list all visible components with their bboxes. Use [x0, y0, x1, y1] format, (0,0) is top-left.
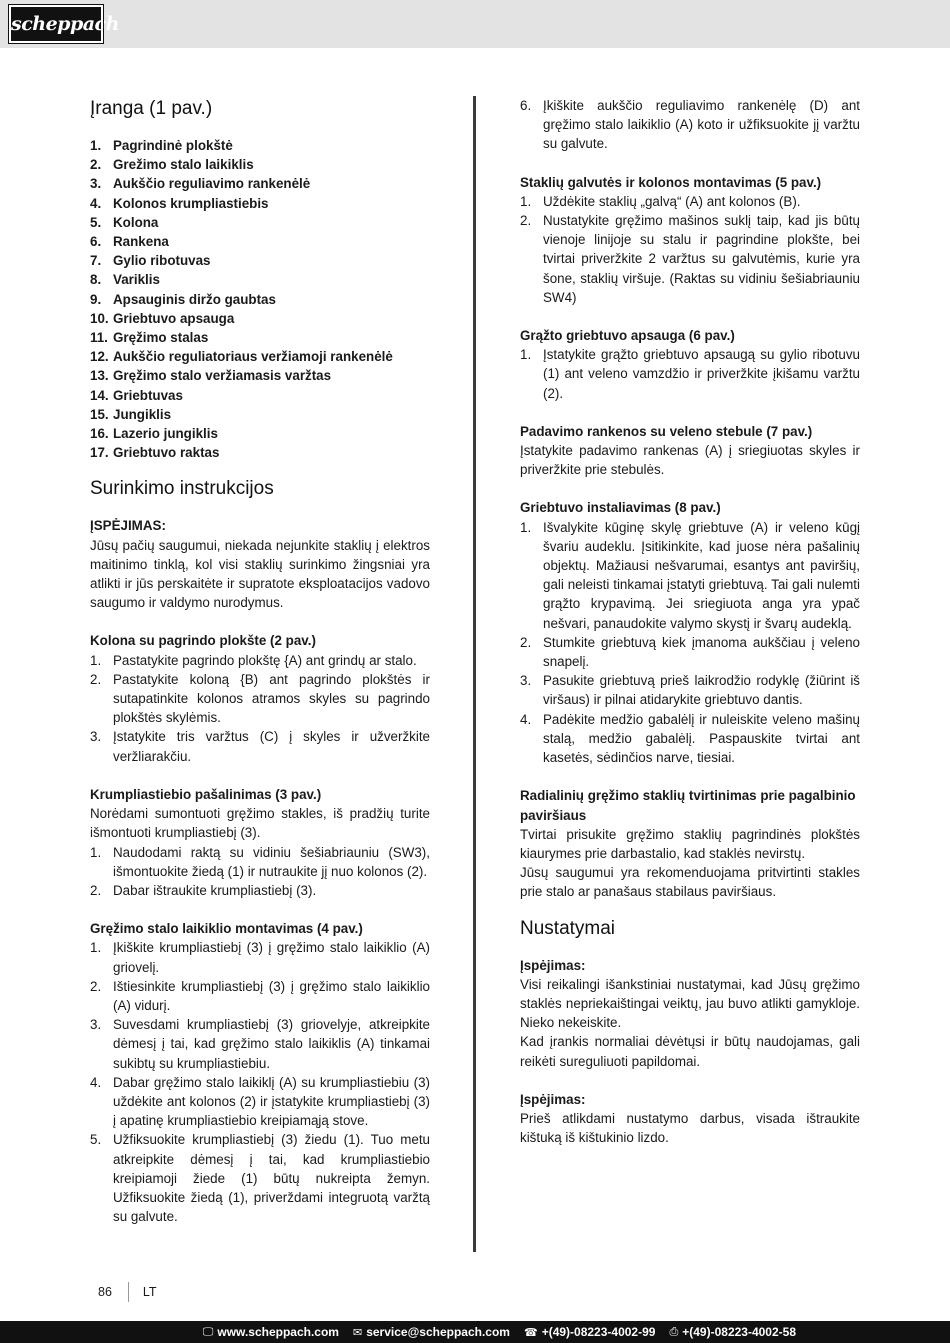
paragraph: Tvirtai prisukite gręžimo staklių pagrindinės plokštės kiaurymes prie darbastalio, kad staklės nevirstų. [520, 826, 860, 861]
parts-list [90, 136, 430, 462]
paragraph: Kad įrankis normaliai dėvėtųsi ir būtų naudojamas, gali reikėti sureguliuoti papildomai. [520, 1034, 860, 1069]
step-item [90, 670, 430, 728]
steps-list [520, 96, 860, 154]
paragraph: Norėdami sumontuoti gręžimo stakles, iš pradžių turite išmontuoti krumpliastiebį (3). [90, 806, 430, 841]
subsection-heading: Gręžimo stalo laikiklio montavimas (4 pav.) [90, 921, 363, 937]
website-link[interactable]: www.scheppach.com [217, 1325, 339, 1339]
part-item [90, 270, 430, 289]
part-number: 4. [90, 195, 102, 211]
part-number: 11. [90, 330, 108, 346]
step-item [520, 345, 860, 403]
step-text: Dabar ištraukite krumpliastiebį (3). [113, 882, 317, 898]
step-text: Dabar gręžimo stalo laikiklį (A) su krumpliastiebiu (3) uždėkite ant kolonos (2) ir įstatykite krumpliastiebį (3) į apatinę krumpliastiebio kreipiamąją stove. [113, 1074, 430, 1129]
steps-list [90, 651, 430, 766]
step-text: Įkiškite krumpliastiebį (3) į gręžimo stalo laikiklio (A) griovelį. [113, 940, 430, 975]
part-label: Griebtuvo raktas [113, 445, 220, 461]
paragraph: Prieš atlikdami nustatymo darbus, visada ištraukite kištuką iš kištukinio lizdo. [520, 1110, 860, 1146]
step-number: 2. [90, 978, 102, 994]
step-item [90, 881, 430, 900]
step-item [520, 633, 860, 671]
email-item[interactable] [353, 1325, 510, 1339]
page-number: 86 [98, 1285, 112, 1299]
step-number: 1. [90, 844, 102, 860]
website-item[interactable] [203, 1325, 339, 1339]
subsection-heading: Kolona su pagrindo plokšte (2 pav.) [90, 633, 316, 649]
part-item [90, 251, 430, 270]
contact-bar [0, 1321, 950, 1343]
language-code: LT [142, 1285, 157, 1299]
part-item [90, 405, 430, 424]
fax-icon: ⎙ [669, 1325, 679, 1338]
step-number: 1. [520, 193, 532, 209]
part-item [90, 213, 430, 232]
section-title-assembly: Surinkimo instrukcijos [90, 478, 274, 500]
steps-list [90, 843, 430, 901]
warning-heading: Įspėjimas: [520, 1091, 586, 1107]
part-label: Apsauginis diržo gaubtas [113, 291, 276, 307]
header-bar [0, 0, 950, 48]
part-number: 5. [90, 214, 102, 230]
part-number: 7. [90, 253, 102, 269]
part-number: 2. [90, 157, 102, 173]
step-item [90, 977, 430, 1015]
step-text: Naudodami raktą su vidiniu šešiabriauniu (SW3), išmontuokite žiedą (1) ir nutraukite jį nuo kolonos (2). [113, 844, 430, 879]
part-item [90, 328, 430, 347]
step-text: Padėkite medžio gabalėlį ir nuleiskite veleno mašinų stalą, medžio gabalėlį. Paspauskite tvirtai ant kasetės, sėdinčios narve, tiesiai. [543, 711, 860, 766]
fax-item [669, 1325, 796, 1339]
part-number: 12. [90, 349, 109, 365]
part-label: Gylio ribotuvas [113, 253, 211, 269]
step-text: Pastatykite pagrindo plokštę {A) ant grindų ar stalo. [113, 652, 417, 668]
steps-list [90, 938, 430, 1226]
step-number: 2. [90, 671, 102, 687]
part-number: 14. [90, 387, 109, 403]
step-number: 4. [520, 711, 532, 727]
step-number: 4. [90, 1074, 102, 1090]
step-text: Išvalykite kūginę skylę griebtuve (A) ir veleno kūgį švariu audeklu. Įsitikinkite, kad juose nėra pašalinių objektų. Mažiausi nešvarumai, esantys ant paviršių, gali neleisti tinkamai įstatyti griebtuvą. Tai gali nulemti grąžto krypavimą. Jei sriegiuota anga yra ypač nešvari, panaudokite valymo skystį ir švarų audeklą. [543, 519, 860, 631]
step-item [90, 843, 430, 881]
step-text: Užfiksuokite krumpliastiebį (3) žiedu (1). Tuo metu atkreipkite dėmesį į tai, kad krumpliastiebio kreipiamoji žiede (1) būtų nukreipta žemyn. Užfiksuokite žiedą (1), priverždami integruotą varžtą su galvute. [113, 1132, 430, 1225]
part-item [90, 309, 430, 328]
footer-separator [128, 1282, 129, 1302]
part-item [90, 386, 430, 405]
step-item [90, 1130, 430, 1226]
part-label: Griebtuvo apsauga [113, 310, 235, 326]
subsection-heading: Padavimo rankenos su veleno stebule (7 pav.) [520, 423, 813, 439]
part-number: 16. [90, 426, 109, 442]
left-column [90, 96, 430, 1226]
step-text: Suvesdami krumpliastiebį (3) griovelyje, atkreipkite dėmesį į tai, kad gręžimo stalo laikiklis (A) tinkamai sukibtų su krumpliastiebiu. [113, 1017, 430, 1071]
part-number: 10. [90, 310, 109, 326]
step-item [90, 1073, 430, 1131]
section-title-equipment: Įranga (1 pav.) [90, 98, 213, 119]
step-item [90, 1015, 430, 1073]
part-item [90, 366, 430, 385]
part-label: Gręžimo stalas [113, 330, 209, 346]
steps-list [520, 518, 860, 768]
part-item [90, 136, 430, 155]
part-number: 9. [90, 291, 102, 307]
part-label: Variklis [113, 272, 160, 288]
paragraph: Visi reikalingi išankstiniai nustatymai, kad Jūsų gręžimo staklės nepriekaištingai veiktų, jau buvo atlikti gamykloje. Nieko nekeiskite. [520, 976, 860, 1031]
fax-number: +(49)-08223-4002-58 [682, 1325, 796, 1339]
step-number: 1. [90, 940, 102, 956]
part-label: Pagrindinė plokštė [113, 138, 233, 153]
part-item [90, 155, 430, 174]
warning-text: Jūsų pačių saugumui, niekada nejunkite staklių į elektros maitinimo tinklą, kol visi staklių surinkimo žingsniai yra atlikti ir jūs perskaitėte ir supratote eksploatacijos vadovo saugumo ir valdymo nurodymus. [90, 537, 430, 611]
part-label: Kolonos krumpliastiebis [113, 195, 269, 211]
step-item [520, 211, 860, 307]
step-text: Uždėkite staklių „galvą“ (A) ant kolonos (B). [543, 193, 801, 209]
step-item [520, 671, 860, 709]
step-text: Pastatykite koloną {B) ant pagrindo plokštės ir sutapatinkite kolonos atramos skyles su pagrindo plokštės skylėmis. [113, 671, 430, 726]
step-text: Įkiškite aukščio reguliavimo rankenėlę (D) ant gręžimo stalo laikiklio (A) koto ir užfiksuokite jį varžtu su galvute. [543, 98, 860, 152]
warning-heading: Įspėjimas: [520, 957, 586, 973]
steps-list [520, 192, 860, 307]
step-number: 3. [90, 729, 102, 745]
part-number: 8. [90, 272, 102, 288]
part-item [90, 174, 430, 193]
step-text: Įstatykite tris varžtus (C) į skyles ir užveržkite veržliarakčiu. [113, 729, 430, 764]
part-number: 15. [90, 406, 109, 422]
part-label: Aukščio reguliatoriaus veržiamoji rankenėlė [113, 349, 393, 365]
step-item [90, 727, 430, 765]
step-number: 3. [90, 1017, 102, 1033]
subsection-heading: Krumpliastiebio pašalinimas (3 pav.) [90, 786, 322, 802]
warning-heading: ĮSPĖJIMAS: [90, 518, 166, 534]
part-label: Jungiklis [113, 406, 172, 422]
part-label: Griebtuvas [113, 387, 183, 403]
phone-icon: ☎ [523, 1326, 538, 1339]
email-link[interactable]: service@scheppach.com [366, 1325, 510, 1339]
part-number: 17. [90, 445, 109, 461]
part-label: Lazerio jungiklis [113, 426, 218, 442]
page-footer [98, 1282, 157, 1302]
step-number: 1. [520, 519, 532, 535]
step-item [520, 96, 860, 154]
step-number: 6. [520, 98, 532, 113]
step-number: 2. [90, 882, 102, 898]
monitor-icon: 🖵 [202, 1325, 214, 1338]
part-number: 1. [90, 138, 102, 153]
part-label: Rankena [113, 234, 169, 250]
scheppach-logo: scheppach [9, 5, 103, 43]
part-item [90, 347, 430, 366]
part-label: Gręžimo stalo veržiamasis varžtas [113, 368, 332, 384]
column-divider [473, 96, 476, 1252]
phone-number: +(49)-08223-4002-99 [541, 1325, 656, 1339]
step-number: 1. [520, 347, 532, 363]
step-text: Ištiesinkite krumpliastiebį (3) į gręžimo stalo laikiklio (A) vidurį. [113, 978, 430, 1013]
part-label: Kolona [113, 214, 159, 230]
step-item [520, 192, 860, 211]
steps-list [520, 345, 860, 403]
step-number: 2. [520, 213, 532, 229]
step-item [520, 710, 860, 768]
step-item [90, 938, 430, 976]
part-label: Aukščio reguliavimo rankenėlė [113, 176, 311, 192]
part-item [90, 443, 430, 462]
step-text: Nustatykite gręžimo mašinos suklį taip, kad jis būtų vienoje linijoje su stalu ir pagrindine plokšte, bei tvirtai priveržkite 2 varžtus su galvutėmis, kurie yra šone, staklių viršuje. (Raktas su vidiniu šešiabriauniu SW4) [543, 213, 860, 305]
part-number: 3. [90, 176, 102, 192]
mail-icon: ✉ [352, 1326, 363, 1339]
step-number: 2. [520, 634, 532, 650]
subsection-heading: Radialinių gręžimo staklių tvirtinimas prie pagalbinio paviršiaus [520, 788, 856, 823]
step-text: Pasukite griebtuvą prieš laikrodžio rodyklę (žiūrint iš viršaus) ir pilnai atidarykite griebtuvo dantis. [543, 673, 860, 708]
step-text: Stumkite griebtuvą kiek įmanoma aukščiau į veleno snapelį. [543, 634, 860, 670]
paragraph: Įstatykite padavimo rankenas (A) į sriegiuotas skyles ir priveržkite prie stebulės. [520, 443, 860, 478]
section-title-settings: Nustatymai [520, 917, 616, 939]
part-item [90, 290, 430, 309]
step-number: 3. [520, 673, 532, 689]
subsection-heading: Grąžto griebtuvo apsauga (6 pav.) [520, 328, 735, 344]
right-column [520, 96, 860, 1147]
subsection-heading: Griebtuvo instaliavimas (8 pav.) [520, 500, 721, 516]
step-item [520, 518, 860, 633]
step-text: Įstatykite grąžto griebtuvo apsaugą su gylio ribotuvu (1) ant veleno vamzdžio ir priveržkite įkišamu varžtu (2). [543, 347, 860, 401]
step-item [90, 651, 430, 670]
part-item [90, 424, 430, 443]
step-number: 1. [90, 652, 102, 668]
part-number: 13. [90, 368, 109, 384]
part-number: 6. [90, 234, 102, 250]
part-label: Grežimo stalo laikiklis [113, 157, 254, 173]
step-number: 5. [90, 1132, 102, 1148]
part-item [90, 232, 430, 251]
paragraph: Jūsų saugumui yra rekomenduojama pritvirtinti stakles prie stalo ar panašaus stabilaus paviršiaus. [520, 865, 860, 900]
part-item [90, 194, 430, 213]
phone-item [524, 1325, 655, 1339]
subsection-heading: Staklių galvutės ir kolonos montavimas (5 pav.) [520, 174, 822, 190]
